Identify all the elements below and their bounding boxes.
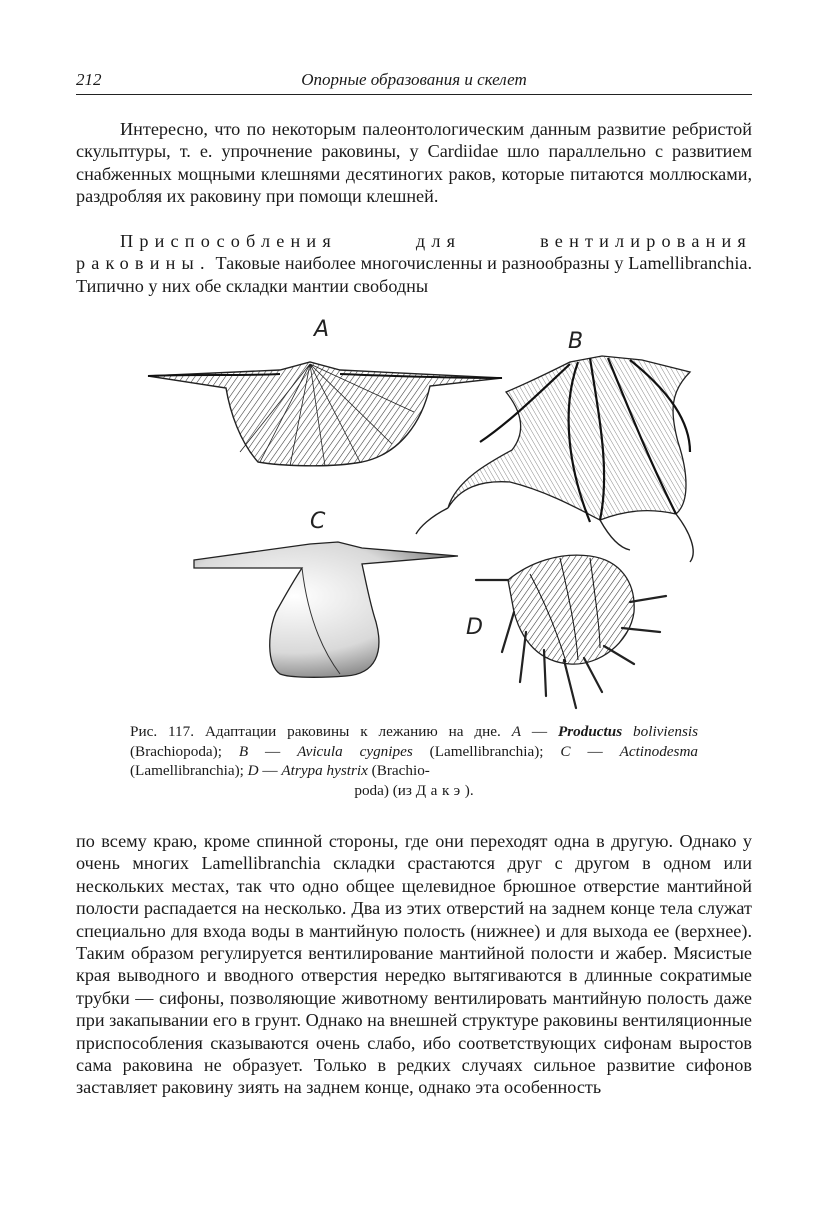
figure-label-c: C bbox=[310, 509, 326, 534]
paragraph-ventilation bbox=[76, 230, 752, 297]
caption-d-letter: D bbox=[247, 762, 259, 779]
section-heading: Приспособления для вентилирования раковины. bbox=[76, 231, 752, 274]
shell-d-atrypa bbox=[476, 555, 666, 708]
figure-label-a: A bbox=[314, 317, 330, 342]
paragraph-siphons: по всему краю, кроме спинной стороны, где они переходят одна в другую. Однако у очень многих Lamellibranchia складки срастаются друг с другом в одном или нескольких местах, так что одно общее щелевидное брюшное отверстие мантийной полости распадается на несколько. Два из этих отверстий на заднем конце тела служат специально для входа воды в мантийную полость (нижнее) и для выхода ее (верхнее). Таким образом регулируется вентилирование мантийной полости и жабер. Мясистые края выводного и вводного отверстия нередко вытягиваются в длинные сократимые трубки — сифоны, позволяющие животному вентилировать мантийную полость даже при закапывании его в грунт. Однако на внешней структуре раковины вентиляционные приспособления сказываются очень слабо, ибо соответствующих сифонам выростов сама раковина не образует. Только в редких случаях сильное развитие сифонов заставляет раковину зиять на заднем конце, однако эта особенность bbox=[76, 831, 752, 1098]
caption-b-name: Avicula cygnipes bbox=[297, 742, 413, 760]
caption-a-letter: A bbox=[511, 723, 521, 740]
caption-author: Дакэ bbox=[415, 781, 465, 799]
caption-end: ). bbox=[464, 781, 474, 799]
paragraph-ventilation-text: Таковые наиболее многочисленны и разнообразны у Lamellibranchia. Типично у них обе складки мантии свободны bbox=[76, 253, 752, 296]
figure-caption: Рис. 117. Адаптации раковины к лежанию на дне. A — Productus boliviensis (Brachiopoda); B — Avicula cygnipes (Lamellibranchia); C — Actinodesma (Lamellibranchia); D — Atrypa hystrix (Brachio- poda) (из Дакэ). bbox=[130, 723, 699, 799]
shell-b-avicula bbox=[416, 356, 693, 562]
caption-a-group: (Brachiopoda); bbox=[130, 742, 239, 760]
page-header bbox=[76, 70, 752, 95]
caption-b-letter: B bbox=[238, 742, 249, 760]
caption-d-group-end: poda) (из bbox=[354, 781, 416, 799]
running-title: Опорные образования и скелет bbox=[301, 70, 527, 89]
caption-prefix: Рис. 117. Адаптации раковины к лежанию на дне. bbox=[130, 723, 512, 740]
figure-label-b: B bbox=[568, 329, 584, 354]
shell-a-productus bbox=[148, 362, 502, 466]
shell-c-actinodesma bbox=[194, 542, 458, 677]
figure-label-d: D bbox=[466, 615, 483, 640]
caption-d-group-start: (Brachio- bbox=[367, 762, 430, 779]
caption-a-species: boliviensis bbox=[633, 723, 699, 740]
caption-a-genus: Productus bbox=[557, 723, 623, 740]
caption-c-letter: C bbox=[560, 742, 571, 760]
caption-d-name: Atrypa hystrix bbox=[281, 762, 368, 779]
caption-c-group: (Lamellibranchia); bbox=[130, 762, 248, 779]
paragraph-cardiidae: Интересно, что по некоторым палеонтологическим данным развитие ребристой скульптуры, т. е. упрочнение раковины, у Cardiidae шло параллельно с развитием снабженных мощными клешнями десятиногих раков, которые питаются моллюсками, раздробляя их раковину при помощи клешней. bbox=[76, 119, 752, 207]
page-number: 212 bbox=[76, 70, 102, 89]
caption-b-group: (Lamellibranchia); bbox=[412, 742, 561, 760]
caption-c-name: Actinodesma bbox=[619, 742, 699, 760]
figure-shell-adaptations bbox=[130, 312, 710, 722]
